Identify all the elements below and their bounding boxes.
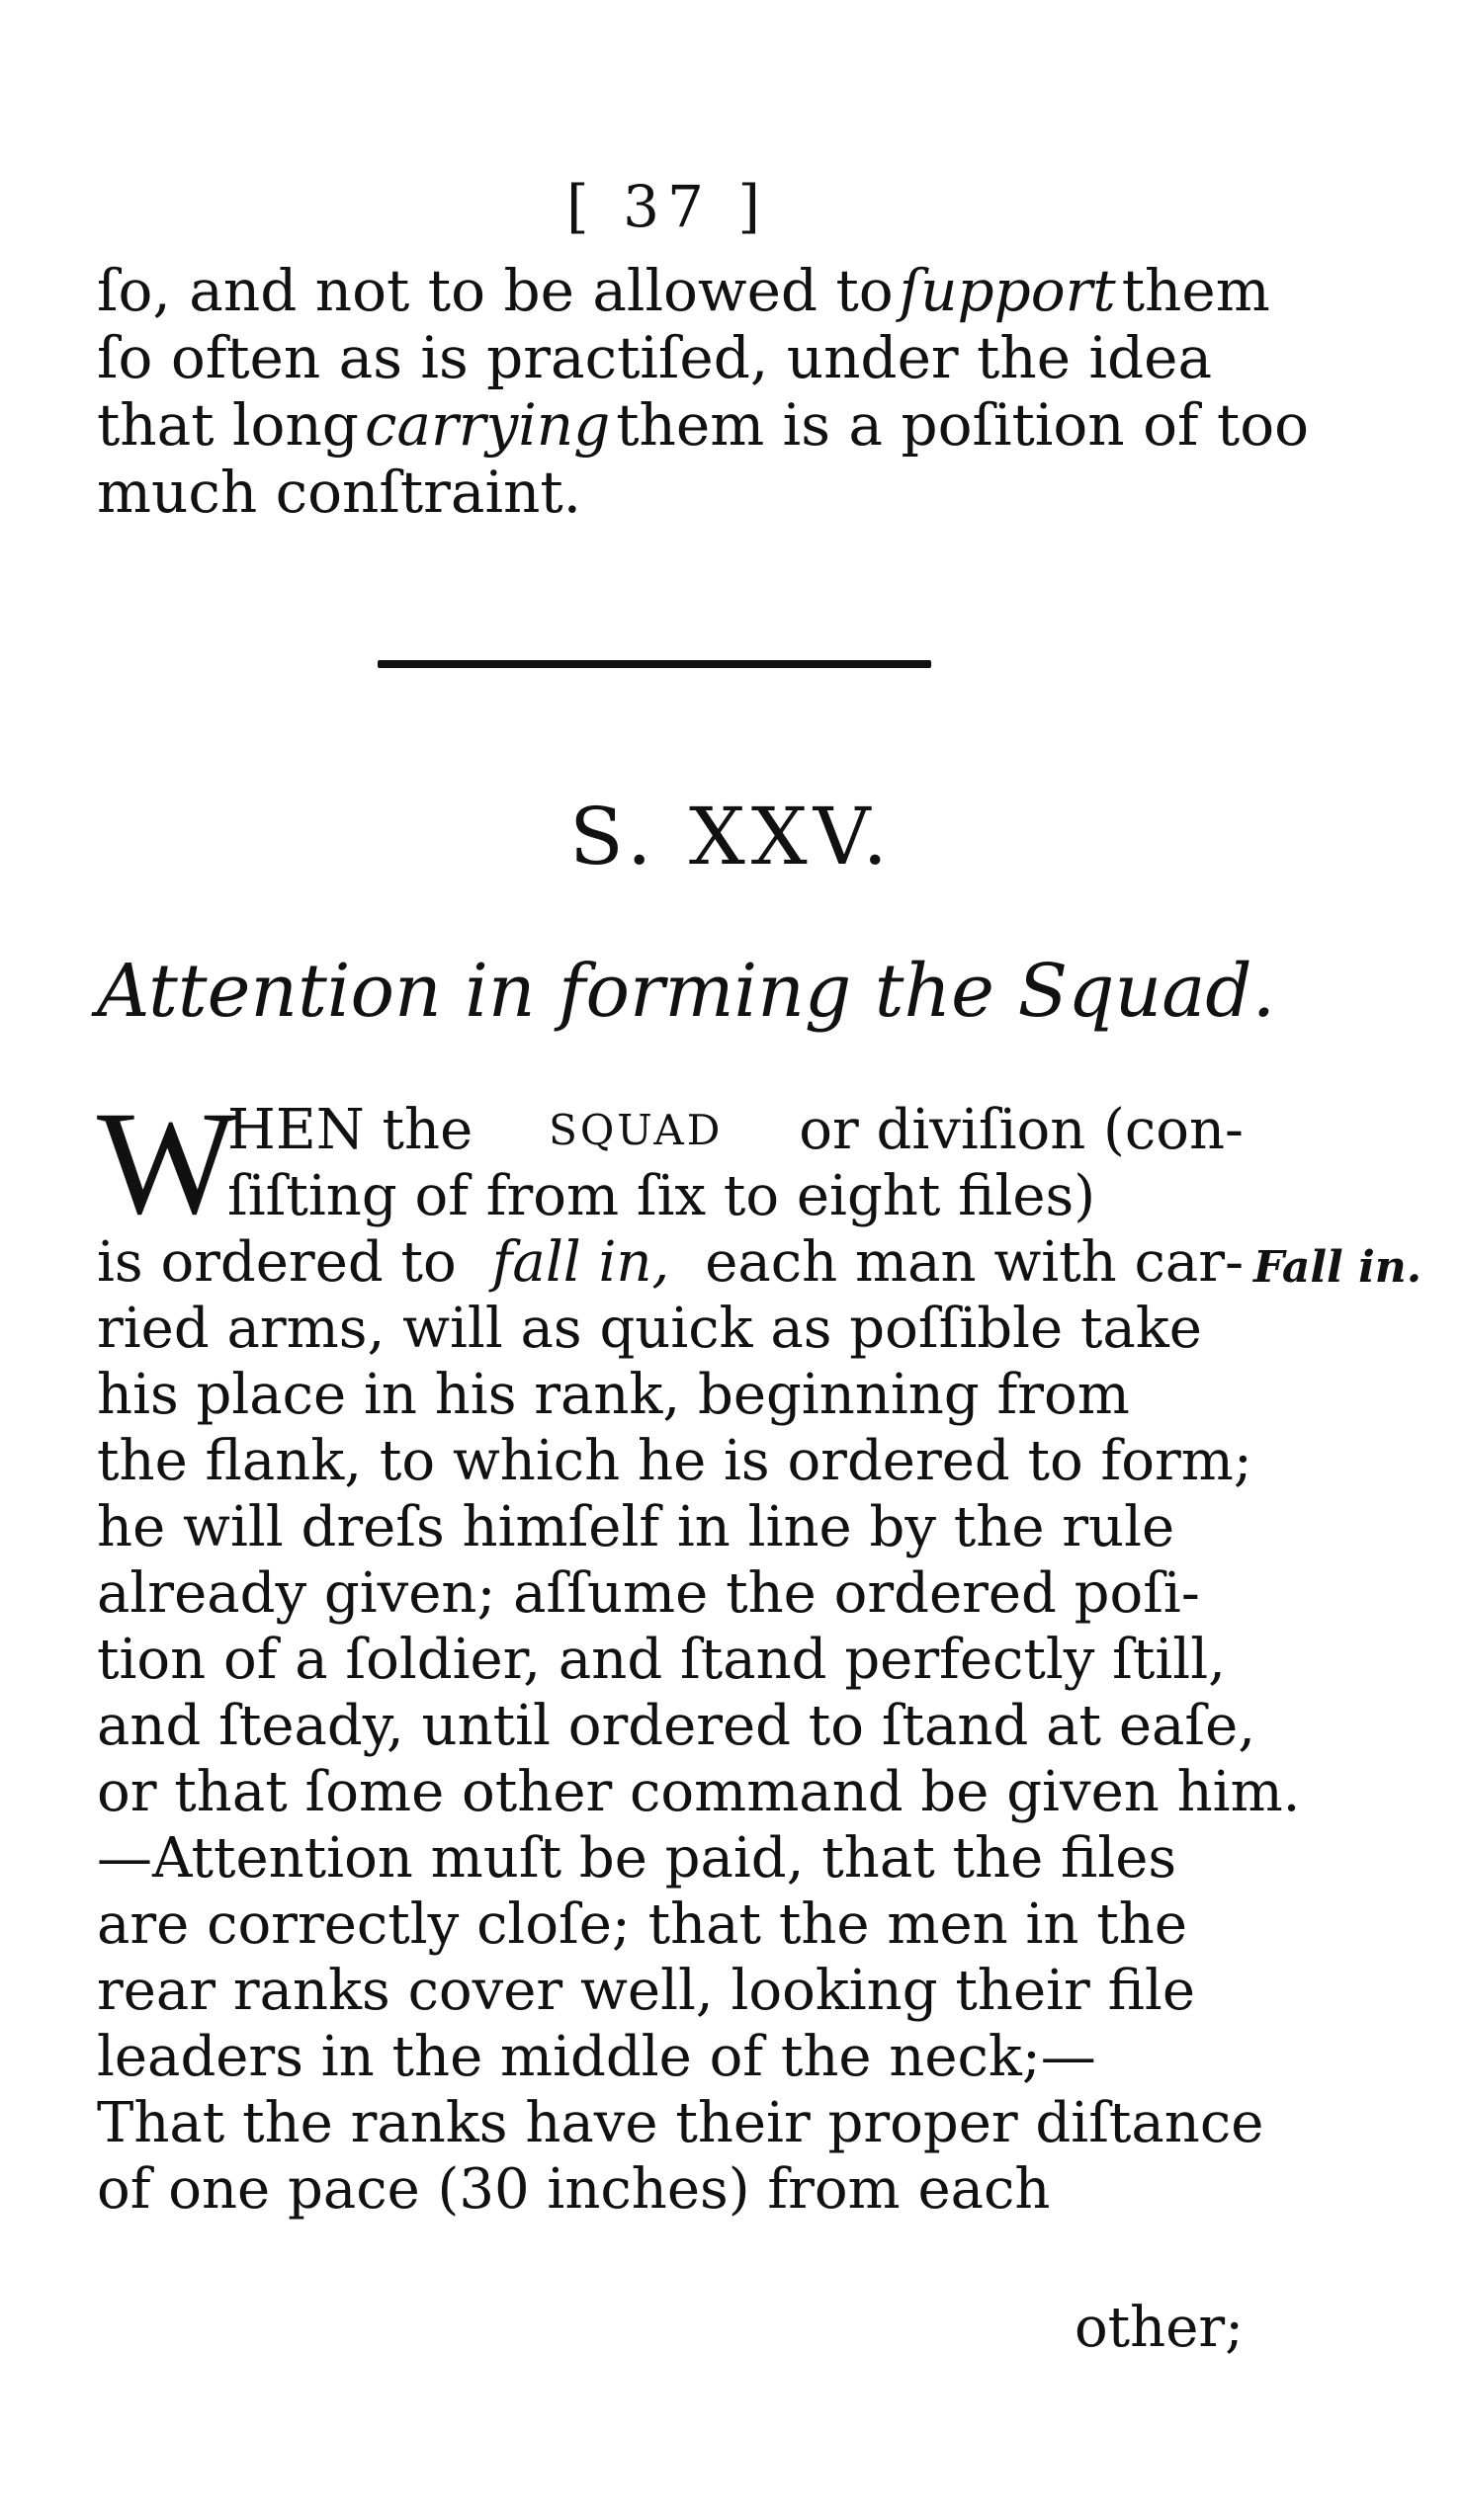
text-segment: them is a poſition of too	[616, 391, 1310, 459]
section-divider	[378, 660, 931, 668]
paragraph-line	[97, 1958, 1244, 2024]
text-segment: or that ſome other command be given him.	[97, 1760, 1301, 1824]
text-segment: ſiſting of from ſix to eight files)	[227, 1164, 1096, 1228]
text-segment: ſo often as is practiſed, under the idea	[97, 324, 1213, 391]
paragraph-line	[97, 2024, 1244, 2090]
text-segment: each man with car-	[705, 1230, 1244, 1295]
paragraph-line	[97, 1825, 1244, 1891]
paragraph-line	[97, 1891, 1244, 1958]
intro-line	[97, 257, 1270, 324]
drop-cap: W	[97, 1081, 237, 1245]
paragraph-line	[97, 1296, 1244, 1362]
intro-line	[97, 324, 1244, 391]
body-paragraph	[97, 1081, 1301, 2223]
text-segment: ried arms, will as quick as poſſible take	[97, 1297, 1202, 1361]
text-segment: tion of a ſoldier, and ſtand perfectly ſtill,	[97, 1628, 1226, 1692]
text-segment: his place in his rank, beginning from	[97, 1363, 1130, 1427]
paragraph-line	[97, 2090, 1264, 2156]
text-segment: he will dreſs himſelf in line by the rule	[97, 1495, 1175, 1559]
text-segment: HEN the	[227, 1098, 473, 1162]
text-segment: are correctly cloſe; that the men in the	[97, 1892, 1187, 1957]
italic-word: fall in,	[491, 1230, 670, 1295]
text-segment: them	[1121, 257, 1270, 324]
paragraph-line	[97, 1229, 1244, 1296]
section-number: S. XXV.	[569, 791, 894, 882]
paragraph-line	[227, 1163, 1244, 1229]
text-segment: that long	[97, 391, 359, 459]
intro-line	[97, 459, 1244, 526]
intro-line	[97, 391, 1310, 459]
text-segment: leaders in the middle of the neck;—	[97, 2025, 1096, 2089]
paragraph-line	[97, 1560, 1244, 1627]
text-segment: of one pace (30 inches) from each	[97, 2157, 1051, 2222]
text-segment: and ſteady, until ordered to ſtand at eaſe,	[97, 1694, 1256, 1758]
text-segment: the flank, to which he is ordered to form;	[97, 1429, 1252, 1493]
text-segment: already given; aſſume the ordered poſi-	[97, 1561, 1200, 1626]
page-number: [ 37 ]	[566, 173, 768, 240]
paragraph-line	[97, 1494, 1244, 1560]
text-segment: or diviſion (con-	[799, 1098, 1244, 1162]
paragraph-line	[97, 1362, 1244, 1428]
paragraph-line	[97, 1627, 1244, 1693]
paragraph-line	[97, 1693, 1256, 1759]
text-segment: rear ranks cover well, looking their file	[97, 1959, 1195, 2023]
text-segment: That the ranks have their proper diſtance	[97, 2091, 1264, 2155]
paragraph-line	[97, 1428, 1252, 1494]
paragraph-line	[97, 2156, 1244, 2223]
catchword: other;	[1074, 2296, 1244, 2360]
paragraph-line	[97, 1759, 1301, 1825]
text-segment: much conſtraint.	[97, 459, 582, 526]
italic-word: ſupport	[899, 257, 1116, 324]
intro-paragraph	[97, 257, 1310, 526]
italic-word: carrying	[364, 391, 611, 459]
small-caps-word: SQUAD	[549, 1106, 724, 1154]
text-segment: ſo, and not to be allowed to	[97, 257, 894, 324]
section-title: Attention in forming the Squad.	[97, 949, 1276, 1034]
text-segment: —Attention muſt be paid, that the files	[97, 1826, 1177, 1890]
margin-note: Fall in.	[1253, 1242, 1422, 1293]
text-segment: is ordered to	[97, 1230, 457, 1295]
paragraph-line	[227, 1097, 1244, 1163]
